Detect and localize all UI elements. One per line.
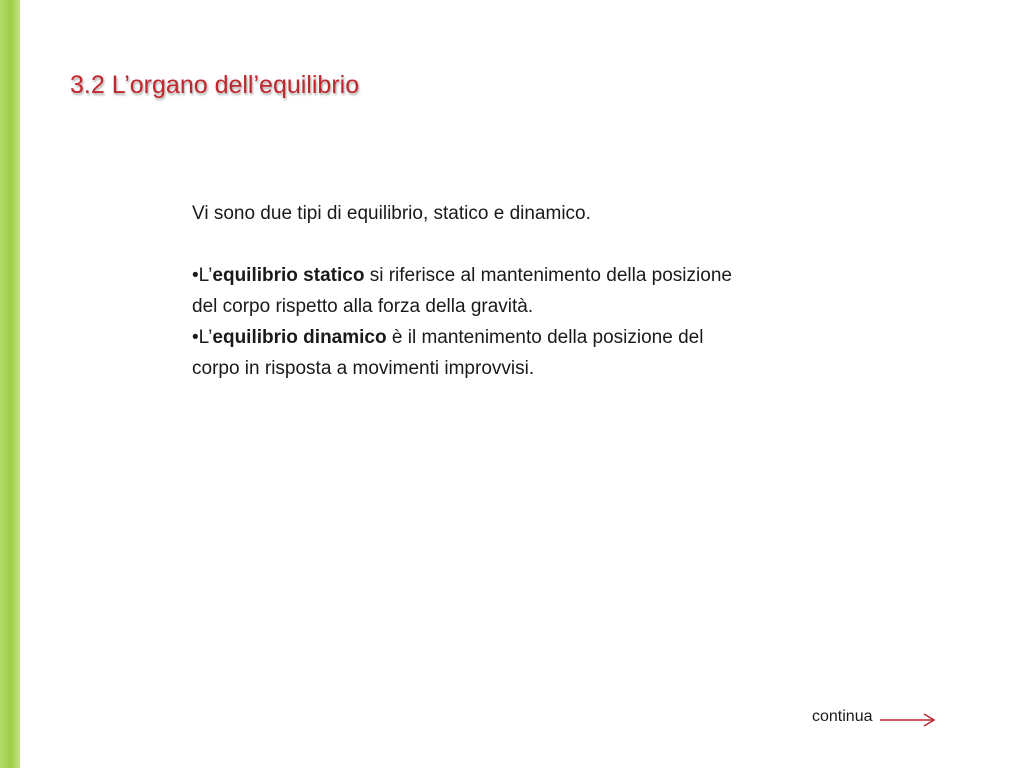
bullet-marker: • — [192, 265, 199, 286]
slide-body — [192, 198, 882, 384]
bullet-term-static: equilibrio statico — [212, 265, 365, 286]
bullet-text-line2: corpo in risposta a movimenti improvvisi. — [192, 358, 535, 379]
spacer — [192, 229, 882, 260]
arrow-right-icon[interactable] — [879, 713, 937, 727]
bullet-term-dynamic: equilibrio dinamico — [212, 327, 387, 348]
bullet-text-line1: è il mantenimento della posizione del — [386, 327, 704, 348]
continue-label[interactable]: continua — [812, 708, 873, 725]
bullet-marker: • — [192, 327, 199, 348]
bullet-text-line1: si riferisce al mantenimento della posizione — [364, 265, 732, 286]
bullet-text-line2: del corpo rispetto alla forza della gravità. — [192, 296, 534, 317]
accent-bar — [0, 0, 20, 768]
slide-title: 3.2 L’organo dell’equilibrio — [70, 71, 360, 99]
intro-text: Vi sono due tipi di equilibrio, statico e dinamico. — [192, 203, 591, 224]
bullet-static — [192, 260, 882, 322]
bullet-prefix: L’ — [198, 265, 213, 286]
bullet-prefix: L’ — [198, 327, 213, 348]
continue-link[interactable] — [812, 707, 937, 727]
bullet-dynamic — [192, 322, 882, 384]
